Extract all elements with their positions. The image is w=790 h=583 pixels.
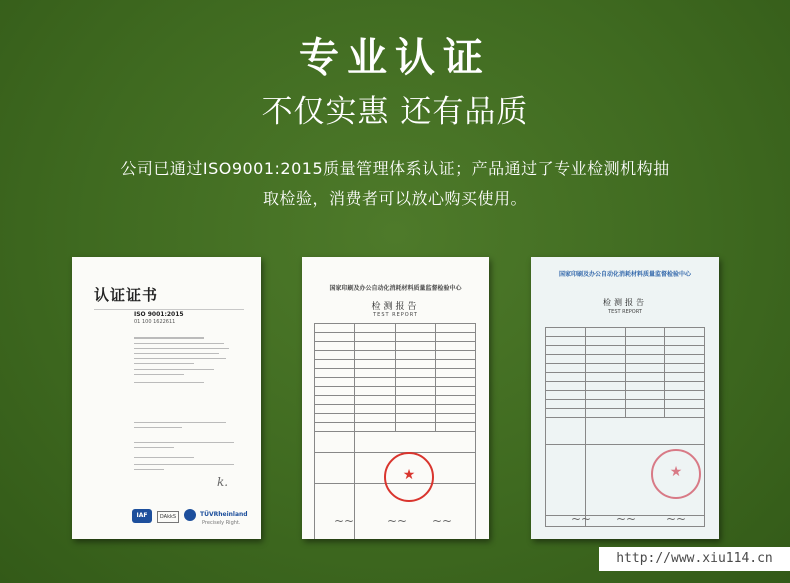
- text-line: [134, 427, 182, 428]
- tuv-tagline: Precisely Right.: [202, 520, 241, 526]
- text-line: [134, 447, 174, 448]
- page-title: 专业认证: [299, 35, 491, 81]
- text-line: [134, 343, 224, 344]
- iaf-logo: IAF: [132, 509, 152, 523]
- signature: k.: [217, 475, 229, 489]
- seal-star-icon: ★: [402, 467, 416, 483]
- certificate-title: 认证证书: [94, 286, 159, 304]
- description-line-1: 公司已通过ISO9001:2015质量管理体系认证；产品通过了专业检测机构抽: [120, 159, 670, 178]
- description-line-2: 取检验，消费者可以放心购买使用。: [262, 189, 527, 208]
- text-line: [134, 358, 226, 359]
- text-line: [134, 464, 234, 465]
- text-line: [134, 363, 194, 364]
- tuv-logo-text: TÜVRheinland: [200, 511, 248, 518]
- text-line: [134, 457, 194, 458]
- certificate-standard: ISO 9001:2015: [134, 311, 184, 318]
- text-line: [134, 422, 226, 423]
- text-line: [134, 337, 204, 339]
- red-seal: [384, 452, 434, 502]
- text-line: [134, 469, 164, 470]
- text-line: [134, 442, 234, 443]
- report-subtitle: TEST REPORT: [608, 309, 642, 315]
- text-line: [134, 382, 204, 383]
- test-report-image-1: [302, 257, 489, 539]
- divider: [94, 309, 244, 310]
- description: [60, 154, 730, 214]
- text-line: [134, 353, 219, 354]
- pink-seal: [651, 449, 701, 499]
- report-title: 检测报告: [371, 302, 420, 312]
- certificate-number: 01 100 1622611: [134, 319, 176, 325]
- signature: ~~: [387, 514, 408, 528]
- seal-star-icon: ★: [669, 464, 683, 480]
- report-subtitle: TEST REPORT: [373, 312, 418, 318]
- signature: ~~: [616, 512, 637, 526]
- report-title: 检测报告: [603, 298, 647, 307]
- report-org: 国家印刷及办公自动化消耗材料质量监督检验中心: [329, 285, 462, 292]
- text-line: [134, 348, 229, 349]
- text-line: [134, 374, 184, 375]
- signature: ~~: [666, 512, 687, 526]
- text-line: [134, 369, 214, 370]
- signature: ~~: [432, 514, 453, 528]
- tuv-logo-icon: [184, 509, 196, 521]
- website-watermark: http://www.xiu114.cn: [599, 547, 790, 571]
- signature: ~~: [334, 514, 355, 528]
- signature: ~~: [571, 512, 592, 526]
- report-table: [314, 323, 476, 539]
- iso-certificate-image: [72, 257, 261, 539]
- test-report-image-2: [531, 257, 719, 539]
- page-subtitle: 不仅实惠 还有品质: [261, 94, 529, 130]
- report-org: 国家印刷及办公自动化消耗材料质量监督检验中心: [558, 271, 691, 278]
- dakks-logo: DAkkS: [157, 511, 179, 523]
